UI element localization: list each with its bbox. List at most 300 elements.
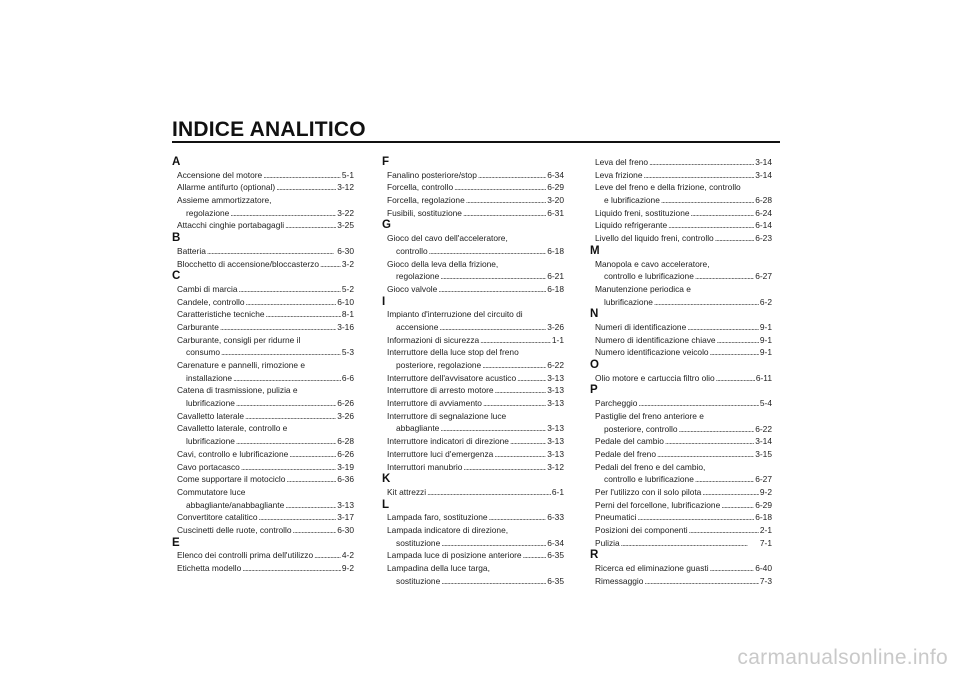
page-number: 6-22 — [547, 360, 564, 371]
dot-leader — [710, 346, 759, 359]
page-number: 6-26 — [337, 398, 354, 409]
entry-line — [590, 575, 772, 588]
dot-leader — [482, 359, 546, 372]
dot-leader — [495, 384, 547, 397]
entry-line — [382, 511, 564, 524]
dot-leader — [439, 321, 546, 334]
page-number: 6-6 — [341, 372, 354, 383]
entry-text: Leve del freno e della frizione, controllo — [595, 182, 741, 193]
page-number: 3-19 — [337, 461, 354, 472]
dot-leader — [668, 219, 754, 232]
entry-text: Fanalino posteriore/stop — [387, 169, 477, 180]
dot-leader — [657, 448, 754, 461]
entry-line — [172, 359, 354, 372]
entry-continuation-line — [172, 207, 354, 220]
index-entry — [382, 511, 564, 524]
page-number: 6-23 — [755, 233, 772, 244]
page-number: 3-16 — [337, 321, 354, 332]
section-letter: O — [590, 359, 599, 372]
entry-line — [590, 169, 772, 182]
page-number: 3-14 — [755, 436, 772, 447]
page-number: 4-2 — [341, 550, 354, 561]
dot-leader — [638, 397, 759, 410]
dot-leader — [233, 372, 341, 385]
dot-leader — [480, 334, 551, 347]
entry-text: Gioco della leva della frizione, — [387, 258, 499, 269]
entry-text: Numeri di identificazione — [595, 321, 687, 332]
page-number: 3-14 — [755, 169, 772, 180]
dot-leader — [510, 435, 546, 448]
index-entry — [590, 219, 772, 232]
index-entry — [172, 308, 354, 321]
index-entry — [590, 435, 772, 448]
entry-text: abbagliante/anabbagliante — [186, 499, 285, 510]
entry-text: Accensione del motore — [177, 169, 263, 180]
entry-line — [590, 207, 772, 220]
entry-text: Pedale del freno — [595, 448, 656, 459]
entry-text: lubrificazione — [186, 436, 235, 447]
entry-line — [382, 524, 564, 537]
dot-leader — [289, 448, 336, 461]
entry-line — [172, 524, 354, 537]
page-number: 3-15 — [755, 448, 772, 459]
index-entry — [382, 169, 564, 182]
title-divider — [172, 141, 780, 143]
entry-text: Pneumatici — [595, 512, 637, 523]
page-number: 3-13 — [547, 385, 564, 396]
entry-line — [172, 473, 354, 486]
entry-text: posteriore, regolazione — [396, 360, 482, 371]
page-number: 9-1 — [759, 334, 772, 345]
index-entry — [172, 486, 354, 511]
entry-line — [590, 219, 772, 232]
index-entry — [382, 410, 564, 435]
dot-leader — [661, 194, 754, 207]
page-number: 3-13 — [337, 499, 354, 510]
entry-text: Manutenzione periodica e — [595, 283, 691, 294]
section-letter: N — [590, 308, 599, 321]
entry-text: Attacchi cinghie portabagagli — [177, 220, 285, 231]
section-letter: K — [382, 473, 391, 486]
entry-line — [590, 346, 772, 359]
entry-text: lubrificazione — [186, 398, 235, 409]
index-entry — [590, 461, 772, 486]
watermark: carmanualsonline.info — [737, 646, 948, 669]
index-entry — [590, 448, 772, 461]
entry-text: Impianto d'interruzione del circuito di — [387, 309, 523, 320]
entry-text: Liquido freni, sostituzione — [595, 207, 690, 218]
entry-text: Manopola e cavo acceleratore, — [595, 258, 710, 269]
dot-leader — [621, 537, 759, 550]
page-number: 6-34 — [547, 537, 564, 548]
section-letter: L — [382, 498, 390, 511]
index-entry — [382, 258, 564, 283]
dot-leader — [441, 575, 546, 588]
page-number: 6-27 — [755, 474, 772, 485]
index-entry — [590, 537, 772, 550]
entry-text: Convertitore catalitico — [177, 512, 258, 523]
section-letter: R — [590, 549, 599, 562]
page-number: 5-1 — [341, 169, 354, 180]
dot-leader — [466, 194, 546, 207]
index-entry — [382, 346, 564, 371]
page-number: 3-26 — [337, 410, 354, 421]
entry-line — [382, 334, 564, 347]
dot-leader — [710, 562, 755, 575]
entry-line — [382, 384, 564, 397]
index-entry — [382, 308, 564, 333]
entry-line — [382, 194, 564, 207]
entry-line — [172, 283, 354, 296]
dot-leader — [246, 296, 337, 309]
dot-leader — [285, 499, 336, 512]
page-number: 6-34 — [547, 169, 564, 180]
section-letter: F — [382, 156, 390, 168]
entry-continuation-line — [172, 397, 354, 410]
entry-continuation-line — [382, 537, 564, 550]
entry-continuation-line — [172, 499, 354, 512]
page-number: 5-3 — [341, 347, 354, 358]
entry-text: Gioco del cavo dell'acceleratore, — [387, 233, 508, 244]
index-entry — [590, 410, 772, 435]
entry-line — [172, 410, 354, 423]
entry-text: Pastiglie del freno anteriore e — [595, 410, 704, 421]
entry-line — [172, 321, 354, 334]
page-number: 6-35 — [547, 575, 564, 586]
dot-leader — [230, 207, 336, 220]
dot-leader — [440, 422, 546, 435]
entry-text: Cambi di marcia — [177, 283, 238, 294]
entry-text: installazione — [186, 372, 233, 383]
page-number: 6-26 — [337, 448, 354, 459]
dot-leader — [649, 156, 754, 169]
section-letter: A — [172, 156, 181, 168]
entry-text: e lubrificazione — [604, 195, 660, 206]
entry-line — [382, 372, 564, 385]
page-number: 3-13 — [547, 436, 564, 447]
section-letter: C — [172, 270, 181, 283]
index-entry — [382, 562, 564, 587]
page-number: 6-29 — [547, 182, 564, 193]
entry-text: Interruttore di arresto motore — [387, 385, 494, 396]
dot-leader — [716, 372, 755, 385]
entry-continuation-line — [172, 435, 354, 448]
entry-line — [382, 181, 564, 194]
entry-continuation-line — [382, 575, 564, 588]
entry-line — [382, 435, 564, 448]
page-number: 6-2 — [759, 296, 772, 307]
index-entry — [590, 575, 772, 588]
index-entry — [172, 473, 354, 486]
index-entry — [172, 181, 354, 194]
entry-text: Lampadina della luce targa, — [387, 563, 490, 574]
entry-line — [382, 410, 564, 423]
page-number: 6-10 — [337, 296, 354, 307]
entry-text: posteriore, controllo — [604, 423, 678, 434]
dot-leader — [478, 169, 546, 182]
entry-text: Interruttore di avviamento — [387, 398, 482, 409]
page-number: 6-18 — [755, 512, 772, 523]
entry-continuation-line — [382, 359, 564, 372]
index-entry — [172, 461, 354, 474]
index-entry — [590, 562, 772, 575]
page-number: 6-35 — [547, 550, 564, 561]
dot-leader — [263, 169, 341, 182]
dot-leader — [644, 169, 755, 182]
page-number: 3-14 — [755, 157, 772, 167]
page-number: 7-3 — [759, 575, 772, 586]
page-number: 6-21 — [547, 271, 564, 282]
entry-line — [172, 308, 354, 321]
dot-leader — [207, 245, 336, 258]
entry-line — [382, 308, 564, 321]
page-number: 6-30 — [337, 524, 354, 535]
entry-line — [590, 562, 772, 575]
entry-text: Fusibili, sostituzione — [387, 207, 462, 218]
entry-text: Pedale del cambio — [595, 436, 664, 447]
dot-leader — [239, 283, 341, 296]
dot-leader — [242, 562, 341, 575]
index-entry — [382, 334, 564, 347]
entry-line — [172, 245, 354, 258]
entry-line — [172, 562, 354, 575]
entry-text: Allarme antifurto (optional) — [177, 182, 276, 193]
dot-leader — [689, 524, 759, 537]
entry-text: Leva frizione — [595, 169, 643, 180]
section-letter: B — [172, 232, 181, 245]
index-entry — [382, 283, 564, 296]
index-entry — [590, 181, 772, 206]
dot-leader — [702, 486, 759, 499]
dot-leader — [494, 448, 546, 461]
dot-leader — [644, 575, 758, 588]
dot-leader — [221, 346, 341, 359]
entry-text: Forcella, controllo — [387, 182, 454, 193]
dot-leader — [285, 219, 336, 232]
section-letter: G — [382, 219, 391, 232]
entry-line — [590, 537, 772, 550]
page-number: 8-1 — [341, 309, 354, 320]
page-number: 6-40 — [755, 563, 772, 574]
dot-leader — [241, 461, 336, 474]
entry-line — [590, 232, 772, 245]
entry-line — [172, 169, 354, 182]
index-entry — [590, 397, 772, 410]
entry-line — [382, 562, 564, 575]
entry-line — [382, 169, 564, 182]
entry-line — [590, 321, 772, 334]
entry-text: Livello del liquido freni, controllo — [595, 233, 714, 244]
page-number: 6-30 — [337, 245, 354, 256]
dot-leader — [717, 334, 759, 347]
entry-text: Forcella, regolazione — [387, 195, 465, 206]
dot-leader — [691, 207, 755, 220]
entry-text: Candele, controllo — [177, 296, 245, 307]
section-letter: P — [590, 384, 598, 397]
page-number: 6-31 — [547, 207, 564, 218]
entry-line — [382, 207, 564, 220]
entry-line — [172, 511, 354, 524]
index-column-3 — [590, 156, 772, 587]
entry-line — [382, 258, 564, 271]
page-number: 2-1 — [759, 525, 772, 535]
entry-line — [590, 156, 772, 169]
entry-text: Numero di identificazione chiave — [595, 334, 716, 345]
entry-text: Carburante — [177, 321, 219, 332]
entry-line — [590, 435, 772, 448]
entry-continuation-line — [590, 423, 772, 436]
entry-line — [382, 486, 564, 499]
entry-line — [172, 219, 354, 232]
entry-line — [590, 410, 772, 423]
dot-leader — [679, 423, 755, 436]
entry-text: regolazione — [396, 271, 440, 282]
index-entry — [382, 435, 564, 448]
index-entry — [172, 524, 354, 537]
entry-continuation-line — [382, 270, 564, 283]
entry-line — [590, 486, 772, 499]
dot-leader — [427, 486, 551, 499]
entry-text: Numero identificazione veicolo — [595, 347, 709, 358]
entry-line — [590, 499, 772, 512]
dot-leader — [276, 181, 336, 194]
dot-leader — [695, 473, 754, 486]
entry-line — [172, 296, 354, 309]
page-number: 6-18 — [547, 283, 564, 294]
dot-leader — [440, 270, 546, 283]
entry-text: Cavalletto laterale, controllo e — [177, 423, 288, 434]
entry-text: Come supportare il motociclo — [177, 474, 286, 485]
entry-line — [382, 283, 564, 296]
dot-leader — [687, 321, 759, 334]
entry-line — [382, 397, 564, 410]
page-number: 3-13 — [547, 423, 564, 434]
index-entry — [382, 524, 564, 549]
index-entry — [590, 334, 772, 347]
index-entry — [382, 461, 564, 474]
entry-line — [590, 511, 772, 524]
entry-text: Cavo portacasco — [177, 461, 240, 472]
entry-text: controllo e lubrificazione — [604, 474, 694, 485]
entry-text: controllo — [396, 245, 428, 256]
entry-continuation-line — [382, 422, 564, 435]
entry-continuation-line — [590, 270, 772, 283]
entry-line — [172, 448, 354, 461]
index-entry — [172, 549, 354, 562]
index-entry — [590, 169, 772, 182]
entry-continuation-line — [590, 473, 772, 486]
entry-continuation-line — [590, 296, 772, 309]
page-number: 9-2 — [341, 563, 354, 574]
entry-text: Parcheggio — [595, 398, 638, 409]
page-number: 6-27 — [755, 271, 772, 282]
entry-continuation-line — [590, 194, 772, 207]
page-number: 6-22 — [755, 423, 772, 434]
page-number: 6-11 — [755, 372, 772, 383]
entry-line — [382, 549, 564, 562]
page-number: 9-2 — [759, 486, 772, 497]
entry-text: Interruttore di segnalazione luce — [387, 410, 507, 421]
entry-line — [382, 346, 564, 359]
index-entry — [382, 384, 564, 397]
dot-leader — [517, 372, 546, 385]
entry-text: consumo — [186, 347, 220, 358]
dot-leader — [523, 549, 547, 562]
page-number: 1-1 — [551, 334, 564, 345]
dot-leader — [245, 410, 336, 423]
dot-leader — [489, 511, 547, 524]
entry-text: Etichetta modello — [177, 563, 242, 574]
dot-leader — [721, 499, 754, 512]
index-entry — [172, 194, 354, 219]
dot-leader — [441, 537, 546, 550]
dot-leader — [463, 461, 546, 474]
dot-leader — [220, 321, 336, 334]
page-number: 6-1 — [551, 486, 564, 497]
entry-text: sostituzione — [396, 575, 441, 586]
entry-line — [382, 232, 564, 245]
index-entry — [382, 207, 564, 220]
entry-text: Lampada indicatore di direzione, — [387, 525, 509, 536]
entry-line — [172, 486, 354, 499]
entry-text: Gioco valvole — [387, 283, 438, 294]
entry-line — [382, 448, 564, 461]
entry-text: Posizioni dei componenti — [595, 525, 688, 535]
entry-text: Blocchetto di accensione/bloccasterzo — [177, 258, 319, 269]
dot-leader — [637, 511, 754, 524]
entry-text: Leva del freno — [595, 157, 649, 167]
index-entry — [590, 283, 772, 308]
entry-text: Commutatore luce — [177, 486, 246, 497]
entry-text: Interruttore dell'avvisatore acustico — [387, 372, 517, 383]
dot-leader — [293, 524, 337, 537]
entry-line — [590, 334, 772, 347]
entry-text: accensione — [396, 321, 439, 332]
page-number: 3-25 — [337, 220, 354, 231]
entry-line — [382, 461, 564, 474]
page-number: 6-28 — [755, 195, 772, 206]
page-number: 6-33 — [547, 512, 564, 523]
entry-line — [590, 258, 772, 271]
entry-line — [172, 334, 354, 347]
page-number: 3-20 — [547, 195, 564, 206]
index-entry — [590, 372, 772, 385]
index-entry — [590, 321, 772, 334]
entry-text: Carburante, consigli per ridurne il — [177, 334, 301, 345]
entry-text: Elenco dei controlli prima dell'utilizzo — [177, 550, 314, 561]
index-entry — [172, 410, 354, 423]
entry-continuation-line — [382, 321, 564, 334]
entry-text: Informazioni di sicurezza — [387, 334, 480, 345]
entry-text: controllo e lubrificazione — [604, 271, 694, 282]
entry-line — [172, 549, 354, 562]
index-entry — [172, 283, 354, 296]
index-entry — [172, 258, 354, 271]
entry-continuation-line — [382, 245, 564, 258]
entry-text: Caratteristiche tecniche — [177, 309, 265, 320]
index-entry — [590, 232, 772, 245]
index-entry — [382, 448, 564, 461]
index-entry — [590, 346, 772, 359]
entry-line — [172, 422, 354, 435]
entry-text: regolazione — [186, 207, 230, 218]
dot-leader — [665, 435, 754, 448]
entry-text: Interruttore della luce stop del freno — [387, 347, 519, 358]
section-letter: M — [590, 244, 600, 257]
entry-line — [590, 181, 772, 194]
page-number: 3-12 — [547, 461, 564, 472]
dot-leader — [266, 308, 341, 321]
